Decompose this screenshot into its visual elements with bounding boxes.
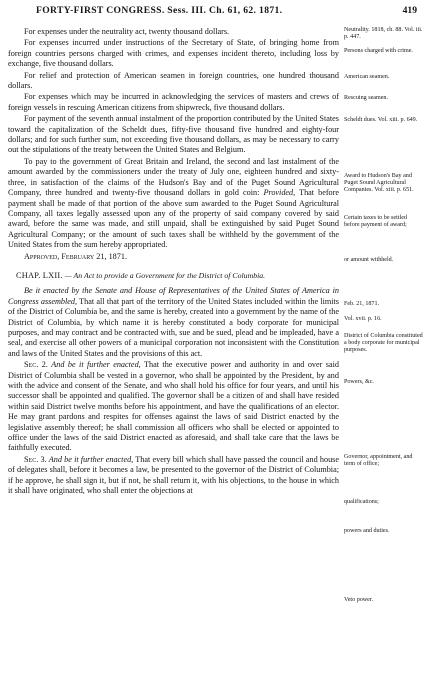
section-2-text: That the executive power and authority in and over said District of Columbia shall be vested in a governor, who shall be appointed by the President, by and with the advice and consent of the Senate, and who shall hold his office for four years, and until his successor shall be appointed and qualified. The governor shall be a citizen of and shall have resided within said District twelve months before his appointment, and have the qualifications of an elector. He may grant pardons and respites for offenses against the laws of said District enacted by the legislative assembly thereof; he shall commission all officers who shall be elected or appointed to office under the laws of the said District enacted as aforesaid, and shall take care that the laws be faithfully executed. (8, 360, 339, 453)
margin-note-withheld: or amount withheld. (344, 257, 394, 263)
section-3 (8, 455, 339, 497)
margin-note-neutrality: Neutrality. 1818, ch. 88. Vol. iii. p. 447. (344, 27, 423, 40)
margin-note-powers: Powers, &c. (344, 379, 374, 385)
chapter-heading (8, 271, 339, 281)
section-2-label: Sec. 2. (24, 360, 48, 370)
margin-note-vol-xvii: Vol. xvii. p. 16. (344, 316, 382, 322)
margin-note-persons: Persons charged with crime. (344, 48, 413, 54)
proviso-text: That before payment shall be made of that portion of the above sum awarded to the Puget Sound Agricultural Company, all taxes legally assessed upon any of the property of said company covered by said award, before the same was made, and still unpaid, shall be extinguished by said Puget Sound Agricultural Company; or the amount of such taxes shall be withheld by the government of the United States from the sum hereby appropriated. (8, 188, 340, 250)
section-3-label: Sec. 3. (24, 454, 47, 464)
paragraph-american-seamen: For relief and protection of American seamen in foreign countries, one hundred thousand dollars. (8, 70, 339, 91)
paragraph-neutrality: For expenses under the neutrality act, twenty thousand dollars. (24, 27, 230, 36)
page-number: 419 (402, 5, 417, 16)
paragraph-hudson-award (8, 157, 339, 251)
margin-note-veto: Veto power. (344, 597, 374, 603)
margin-note-district: District of Columbia constituted a body corporate for municipal purposes. (344, 333, 423, 353)
award-text: To pay to the government of Great Britain and Ireland, the second and last instalment of the amount awarded by the commissioners under the treaty of July one, eighteen hundred and sixty-three, in satisfaction of the claims of the Hudson's Bay and of the Puget Sound Agricultural Company, three hundred and twenty-five thousand dollars in gold coin: (8, 156, 339, 198)
chapter-label: CHAP. LXII. (16, 270, 63, 280)
proviso-keyword: Provided, (263, 188, 296, 198)
margin-note-taxes: Certain taxes to be settled before payment of award; (344, 215, 407, 228)
paragraph-persons-charged: For expenses incurred under instructions of the Secretary of State, of bringing home from foreign countries persons charged with crimes, and expenses incident thereto, including loss by exchange, five thousand dollars. (8, 38, 339, 69)
margin-note-scheldt: Scheldt dues. Vol. xiii. p. 649. (344, 117, 418, 123)
margin-note-date: Feb. 21, 1871. (344, 301, 380, 307)
approval-line: Approved, February 21, 1871. (24, 251, 127, 261)
margin-note-qualifications: qualifications; (344, 499, 379, 505)
section-2-clause: And be it further enacted, (51, 360, 141, 370)
section-3-text: That every bill which shall have passed the council and house of delegates shall, before it becomes a law, be presented to the governor of the District of Columbia; if he approve, he shall sign it, but if not, he shall return it, with his objections, to the house in which it shall have originated, who shall enter the objections at (8, 454, 339, 496)
margin-note-duties: powers and duties. (344, 528, 390, 534)
running-header (8, 5, 417, 19)
margin-note-hudson: Award to Hudson's Bay and Puget Sound Agricultural Companies. Vol. xiii. p. 651. (344, 173, 414, 193)
chapter-title: — An Act to provide a Government for the District of Columbia. (64, 270, 266, 280)
main-text-column (8, 27, 339, 497)
enacting-clause: Be it enacted by the Senate and House of Representatives of the United States of America in Congress assembled, (8, 286, 339, 306)
paragraph-scheldt-dues: For payment of the seventh annual instalment of the proportion contributed by the United States toward the capitalization of the Scheldt dues, fifty-five thousand five hundred and eighty-four dollars; and for such further sum, not exceeding five thousand dollars, as may be necessary to carry out the stipulations of the treaty between the United States and Belgium. (8, 114, 339, 155)
margin-note-rescuing: Rescuing seamen. (344, 95, 388, 101)
enacting-section (8, 286, 339, 359)
running-title: FORTY-FIRST CONGRESS. Sess. III. Ch. 61, 62. 1871. (36, 5, 283, 16)
margin-note-seamen: American seamen. (344, 74, 390, 80)
margin-note-governor: Governor, appointment, and term of office; (344, 454, 413, 467)
enacting-text: That all that part of the territory of the United States included within the limits of the District of Columbia be, and the same is hereby, created into a government by the name of the District of Columbia, by which name it is hereby constituted a body corporate for municipal purposes, and may contract and be contracted with, sue and be sued, plead and be impleaded, have a seal, and exercise all other powers of a municipal corporation not inconsistent with the Constitution and laws of the United States and the provisions of this act. (8, 296, 339, 358)
section-3-clause: And be it further enacted, (48, 454, 134, 464)
paragraph-rescuing-seamen: For expenses which may be incurred in acknowledging the services of masters and crews of foreign vessels in rescuing American citizens from shipwreck, five thousand dollars. (8, 92, 339, 112)
section-2 (8, 360, 339, 454)
